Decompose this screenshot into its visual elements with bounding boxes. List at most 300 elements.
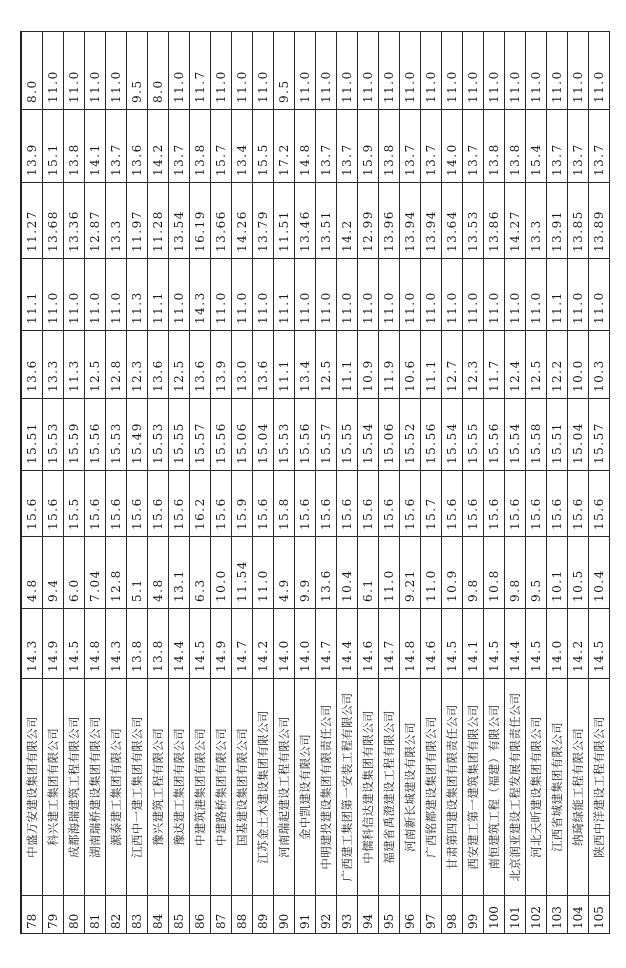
score-cell-c2: 5.1 [127,537,148,609]
row-number-cell: 105 [589,896,610,934]
score-cell-c9: 11.0 [589,32,610,110]
score-cell-c9: 11.0 [484,32,505,110]
score-cell-c6: 11.1 [148,259,169,331]
company-name-cell: 金中凯建设有限公司 [295,679,316,896]
score-cell-c4: 15.56 [211,399,232,471]
company-name-cell: 科兴建工集团有限公司 [43,679,64,896]
score-cell-c4: 15.06 [379,399,400,471]
score-cell-c5: 13.6 [190,331,211,399]
score-cell-c7: 11.28 [148,183,169,259]
company-name-cell: 河南瑞起建设工程有限公司 [274,679,295,896]
score-cell-c7: 13.36 [64,183,85,259]
score-cell-c5: 11.7 [484,331,505,399]
score-cell-c4: 15.49 [127,399,148,471]
score-cell-c4: 15.55 [169,399,190,471]
score-cell-c6: 11.1 [547,259,568,331]
company-name-cell: 江西省城建集团有限公司 [547,679,568,896]
score-cell-c7: 13.94 [400,183,421,259]
company-name-cell: 中明建投建设集团有限责任公司 [316,679,337,896]
score-cell-c1: 14.7 [316,609,337,679]
score-cell-c4: 15.56 [85,399,106,471]
score-cell-c6: 11.0 [484,259,505,331]
score-cell-c3: 15.6 [547,471,568,537]
score-cell-c8: 15.4 [526,110,547,183]
score-cell-c7: 13.91 [547,183,568,259]
table-row [253,32,274,934]
table-row [484,32,505,934]
score-cell-c1: 14.3 [106,609,127,679]
score-cell-c2: 6.0 [64,537,85,609]
score-cell-c8: 13.6 [127,110,148,183]
score-cell-c8: 13.7 [589,110,610,183]
score-cell-c4: 15.53 [274,399,295,471]
table-row [547,32,568,934]
table-row [148,32,169,934]
score-cell-c6: 11.0 [442,259,463,331]
table-row [43,32,64,934]
row-number-cell: 86 [190,896,211,934]
score-cell-c4: 15.04 [253,399,274,471]
company-name-cell: 中建路桥集团有限公司 [211,679,232,896]
company-name-cell: 甘肃第四建设集团有限责任公司 [442,679,463,896]
company-name-cell: 中儒科信达建设集团有限公司 [358,679,379,896]
score-cell-c7: 14.26 [232,183,253,259]
score-cell-c8: 15.5 [253,110,274,183]
score-cell-c2: 4.8 [21,537,43,609]
score-cell-c9: 11.0 [43,32,64,110]
score-cell-c6: 11.0 [358,259,379,331]
score-cell-c1: 14.5 [484,609,505,679]
score-cell-c9: 11.0 [547,32,568,110]
score-cell-c3: 15.6 [568,471,589,537]
score-cell-c1: 14.8 [400,609,421,679]
score-cell-c8: 13.8 [190,110,211,183]
score-cell-c4: 15.54 [505,399,526,471]
score-cell-c5: 12.5 [526,331,547,399]
score-cell-c3: 15.6 [106,471,127,537]
score-cell-c7: 13.79 [253,183,274,259]
score-cell-c4: 15.57 [589,399,610,471]
row-number-cell: 78 [21,896,43,934]
score-cell-c2: 10.8 [484,537,505,609]
row-number-cell: 96 [400,896,421,934]
row-number-cell: 91 [295,896,316,934]
table-row [589,32,610,934]
score-cell-c5: 11.1 [274,331,295,399]
score-cell-c7: 11.27 [21,183,43,259]
score-table [20,31,610,934]
score-cell-c1: 14.9 [211,609,232,679]
score-cell-c1: 14.2 [253,609,274,679]
row-number-cell: 94 [358,896,379,934]
table-row [463,32,484,934]
table-row [232,32,253,934]
score-cell-c7: 13.3 [106,183,127,259]
score-cell-c1: 14.5 [64,609,85,679]
score-cell-c7: 14.2 [337,183,358,259]
table-row [568,32,589,934]
score-cell-c7: 11.51 [274,183,295,259]
score-cell-c8: 13.8 [505,110,526,183]
score-cell-c4: 15.57 [316,399,337,471]
score-cell-c2: 11.0 [253,537,274,609]
score-cell-c1: 14.8 [85,609,106,679]
company-name-cell: 广西建工集团第一安装工程有限公司 [337,679,358,896]
table-row [358,32,379,934]
score-cell-c1: 14.6 [358,609,379,679]
row-number-cell: 83 [127,896,148,934]
row-number-cell: 100 [484,896,505,934]
score-cell-c2: 13.6 [316,537,337,609]
company-name-cell: 陕西中洋建设工程有限公司 [589,679,610,896]
score-cell-c4: 15.55 [463,399,484,471]
score-cell-c9: 11.0 [337,32,358,110]
score-cell-c7: 13.66 [211,183,232,259]
score-cell-c9: 11.0 [169,32,190,110]
score-cell-c9: 11.0 [442,32,463,110]
company-name-cell: 成都海瑞建筑工程有限公司 [64,679,85,896]
score-cell-c8: 14.1 [85,110,106,183]
score-cell-c3: 15.6 [169,471,190,537]
row-number-cell: 89 [253,896,274,934]
score-cell-c6: 11.0 [505,259,526,331]
company-name-cell: 西安建工第一建筑集团有限公司 [463,679,484,896]
row-number-cell: 93 [337,896,358,934]
score-cell-c3: 15.6 [43,471,64,537]
score-cell-c5: 10.3 [589,331,610,399]
score-cell-c2: 11.54 [232,537,253,609]
score-cell-c3: 15.6 [211,471,232,537]
score-cell-c3: 15.6 [379,471,400,537]
table-row [211,32,232,934]
score-cell-c5: 12.3 [127,331,148,399]
score-cell-c1: 14.6 [421,609,442,679]
score-cell-c4: 15.53 [43,399,64,471]
score-cell-c2: 9.9 [295,537,316,609]
score-cell-c2: 6.1 [358,537,379,609]
score-cell-c3: 15.6 [526,471,547,537]
score-cell-c3: 15.6 [21,471,43,537]
score-cell-c2: 12.8 [106,537,127,609]
table-row [64,32,85,934]
score-cell-c9: 11.0 [64,32,85,110]
score-cell-c1: 14.5 [190,609,211,679]
score-cell-c6: 11.0 [463,259,484,331]
score-cell-c7: 13.86 [484,183,505,259]
score-cell-c5: 12.5 [169,331,190,399]
score-cell-c2: 6.3 [190,537,211,609]
score-cell-c1: 14.7 [379,609,400,679]
score-cell-c6: 11.0 [106,259,127,331]
score-cell-c9: 11.0 [106,32,127,110]
company-name-cell: 豫达建工集团有限公司 [169,679,190,896]
company-name-cell: 河南新长城建设有限公司 [400,679,421,896]
row-number-cell: 85 [169,896,190,934]
score-cell-c9: 11.0 [505,32,526,110]
score-cell-c9: 8.0 [148,32,169,110]
score-cell-c5: 11.3 [64,331,85,399]
rotated-page [20,0,606,934]
score-cell-c4: 15.51 [21,399,43,471]
score-cell-c3: 15.6 [505,471,526,537]
score-cell-c7: 13.64 [442,183,463,259]
score-cell-c8: 14.8 [295,110,316,183]
score-cell-c5: 12.8 [106,331,127,399]
score-cell-c8: 13.7 [568,110,589,183]
company-name-cell: 湖南瑞桥建设集团有限公司 [85,679,106,896]
score-cell-c7: 13.89 [589,183,610,259]
score-cell-c3: 15.6 [337,471,358,537]
score-cell-c6: 11.1 [21,259,43,331]
score-cell-c8: 15.1 [43,110,64,183]
score-cell-c9: 11.0 [295,32,316,110]
score-cell-c3: 15.6 [484,471,505,537]
score-cell-c5: 11.1 [421,331,442,399]
company-name-cell: 豫兴建筑工程有限公司 [148,679,169,896]
score-cell-c6: 11.0 [379,259,400,331]
score-cell-c3: 15.6 [127,471,148,537]
score-cell-c5: 10.0 [568,331,589,399]
score-cell-c9: 11.0 [253,32,274,110]
score-cell-c5: 13.4 [295,331,316,399]
score-cell-c1: 13.8 [127,609,148,679]
score-cell-c6: 11.1 [274,259,295,331]
score-cell-c3: 15.6 [358,471,379,537]
score-cell-c2: 10.0 [211,537,232,609]
score-cell-c1: 13.8 [148,609,169,679]
score-cell-c2: 10.1 [547,537,568,609]
score-cell-c8: 13.8 [484,110,505,183]
table-row [379,32,400,934]
score-cell-c4: 15.56 [421,399,442,471]
score-cell-c2: 7.04 [85,537,106,609]
score-cell-c2: 13.1 [169,537,190,609]
row-number-cell: 81 [85,896,106,934]
score-cell-c6: 14.3 [190,259,211,331]
score-cell-c4: 15.04 [568,399,589,471]
score-cell-c9: 11.0 [568,32,589,110]
table-row [106,32,127,934]
score-cell-c9: 11.0 [421,32,442,110]
row-number-cell: 88 [232,896,253,934]
score-cell-c5: 13.6 [21,331,43,399]
score-cell-c6: 11.0 [169,259,190,331]
table-row [526,32,547,934]
score-cell-c8: 13.7 [421,110,442,183]
score-cell-c3: 16.2 [190,471,211,537]
company-name-cell: 河北天昕建设集团有限公司 [526,679,547,896]
score-cell-c1: 14.5 [589,609,610,679]
company-name-cell: 福建省禹澄建设工程有限公司 [379,679,400,896]
score-cell-c8: 13.7 [400,110,421,183]
score-cell-c7: 13.85 [568,183,589,259]
score-cell-c8: 15.7 [211,110,232,183]
table-row [21,32,43,934]
score-cell-c1: 14.5 [526,609,547,679]
company-name-cell: 源泰建工集团有限公司 [106,679,127,896]
score-cell-c1: 14.0 [295,609,316,679]
score-cell-c7: 13.53 [463,183,484,259]
score-cell-c8: 13.7 [106,110,127,183]
score-cell-c5: 12.4 [505,331,526,399]
score-cell-c6: 11.0 [295,259,316,331]
table-row [421,32,442,934]
score-cell-c8: 15.9 [358,110,379,183]
score-cell-c2: 9.21 [400,537,421,609]
score-cell-c5: 13.9 [211,331,232,399]
company-name-cell: 纳琦绿能工程有限公司 [568,679,589,896]
row-number-cell: 90 [274,896,295,934]
score-cell-c4: 15.53 [106,399,127,471]
score-cell-c4: 15.06 [232,399,253,471]
score-cell-c3: 15.6 [463,471,484,537]
score-cell-c9: 9.5 [127,32,148,110]
row-number-cell: 101 [505,896,526,934]
score-cell-c9: 11.7 [190,32,211,110]
score-cell-c7: 13.3 [526,183,547,259]
table-row [85,32,106,934]
score-cell-c6: 11.0 [400,259,421,331]
score-cell-c6: 11.0 [526,259,547,331]
score-cell-c1: 14.4 [169,609,190,679]
score-cell-c8: 13.7 [316,110,337,183]
score-cell-c2: 10.4 [337,537,358,609]
score-cell-c2: 11.0 [379,537,400,609]
score-cell-c6: 11.0 [43,259,64,331]
table-row [190,32,211,934]
table-row [169,32,190,934]
score-cell-c9: 11.0 [316,32,337,110]
score-cell-c6: 11.0 [64,259,85,331]
score-cell-c5: 10.9 [358,331,379,399]
score-cell-c1: 14.0 [274,609,295,679]
score-cell-c9: 11.0 [85,32,106,110]
score-cell-c1: 14.3 [21,609,43,679]
score-cell-c5: 13.6 [148,331,169,399]
table-row [442,32,463,934]
company-name-cell: 南恒建筑工程（福建）有限公司 [484,679,505,896]
score-cell-c3: 15.6 [589,471,610,537]
score-cell-c5: 11.9 [379,331,400,399]
score-cell-c3: 15.6 [316,471,337,537]
row-number-cell: 82 [106,896,127,934]
score-cell-c2: 9.8 [505,537,526,609]
score-cell-c8: 13.7 [547,110,568,183]
score-cell-c4: 15.54 [358,399,379,471]
score-cell-c3: 15.6 [400,471,421,537]
score-cell-c7: 11.97 [127,183,148,259]
score-cell-c8: 13.7 [463,110,484,183]
score-table-body [21,32,610,934]
score-cell-c4: 15.51 [547,399,568,471]
row-number-cell: 98 [442,896,463,934]
row-number-cell: 87 [211,896,232,934]
score-cell-c9: 9.5 [274,32,295,110]
score-cell-c1: 14.1 [463,609,484,679]
score-cell-c8: 13.9 [21,110,43,183]
table-row [274,32,295,934]
score-cell-c2: 9.8 [463,537,484,609]
score-cell-c4: 15.54 [442,399,463,471]
table-row [337,32,358,934]
score-cell-c6: 11.0 [421,259,442,331]
score-cell-c1: 14.4 [337,609,358,679]
score-cell-c4: 15.59 [64,399,85,471]
score-cell-c7: 16.19 [190,183,211,259]
score-cell-c2: 10.5 [568,537,589,609]
score-cell-c9: 11.0 [400,32,421,110]
score-cell-c3: 15.6 [148,471,169,537]
company-name-cell: 国基建设集团有限公司 [232,679,253,896]
score-cell-c6: 11.0 [211,259,232,331]
score-cell-c9: 11.0 [463,32,484,110]
row-number-cell: 92 [316,896,337,934]
score-cell-c6: 11.0 [337,259,358,331]
score-cell-c2: 9.5 [526,537,547,609]
row-number-cell: 79 [43,896,64,934]
score-cell-c5: 12.2 [547,331,568,399]
score-cell-c2: 4.8 [148,537,169,609]
score-cell-c3: 15.9 [232,471,253,537]
score-cell-c9: 11.0 [211,32,232,110]
score-cell-c7: 13.96 [379,183,400,259]
company-name-cell: 北京润亚建设工程发展有限责任公司 [505,679,526,896]
score-cell-c8: 13.7 [169,110,190,183]
score-cell-c5: 12.3 [463,331,484,399]
score-cell-c8: 13.7 [337,110,358,183]
score-cell-c3: 15.6 [85,471,106,537]
score-cell-c9: 11.0 [526,32,547,110]
score-cell-c7: 13.68 [43,183,64,259]
row-number-cell: 80 [64,896,85,934]
company-name-cell: 中建筑港集团有限公司 [190,679,211,896]
score-cell-c6: 11.0 [589,259,610,331]
table-row [127,32,148,934]
score-cell-c8: 17.2 [274,110,295,183]
score-cell-c4: 15.53 [148,399,169,471]
row-number-cell: 99 [463,896,484,934]
score-cell-c2: 10.4 [589,537,610,609]
score-cell-c8: 13.8 [379,110,400,183]
table-row [505,32,526,934]
company-name-cell: 江苏金土木建设集团有限公司 [253,679,274,896]
score-cell-c7: 13.94 [421,183,442,259]
score-cell-c4: 15.52 [400,399,421,471]
score-cell-c6: 11.0 [253,259,274,331]
score-cell-c7: 12.87 [85,183,106,259]
score-cell-c9: 8.0 [21,32,43,110]
score-cell-c5: 13.3 [43,331,64,399]
score-cell-c3: 15.7 [421,471,442,537]
score-cell-c3: 15.8 [274,471,295,537]
score-cell-c1: 14.0 [547,609,568,679]
score-cell-c6: 11.0 [316,259,337,331]
score-cell-c6: 11.0 [232,259,253,331]
score-cell-c3: 15.6 [442,471,463,537]
score-cell-c8: 14.2 [148,110,169,183]
score-cell-c7: 13.46 [295,183,316,259]
score-cell-c7: 14.27 [505,183,526,259]
score-cell-c4: 15.56 [295,399,316,471]
score-cell-c2: 9.4 [43,537,64,609]
row-number-cell: 97 [421,896,442,934]
table-row [400,32,421,934]
score-cell-c9: 11.0 [379,32,400,110]
company-name-cell: 江西中一建工集团有限公司 [127,679,148,896]
score-cell-c1: 14.2 [568,609,589,679]
score-cell-c8: 13.8 [64,110,85,183]
score-cell-c6: 11.0 [85,259,106,331]
